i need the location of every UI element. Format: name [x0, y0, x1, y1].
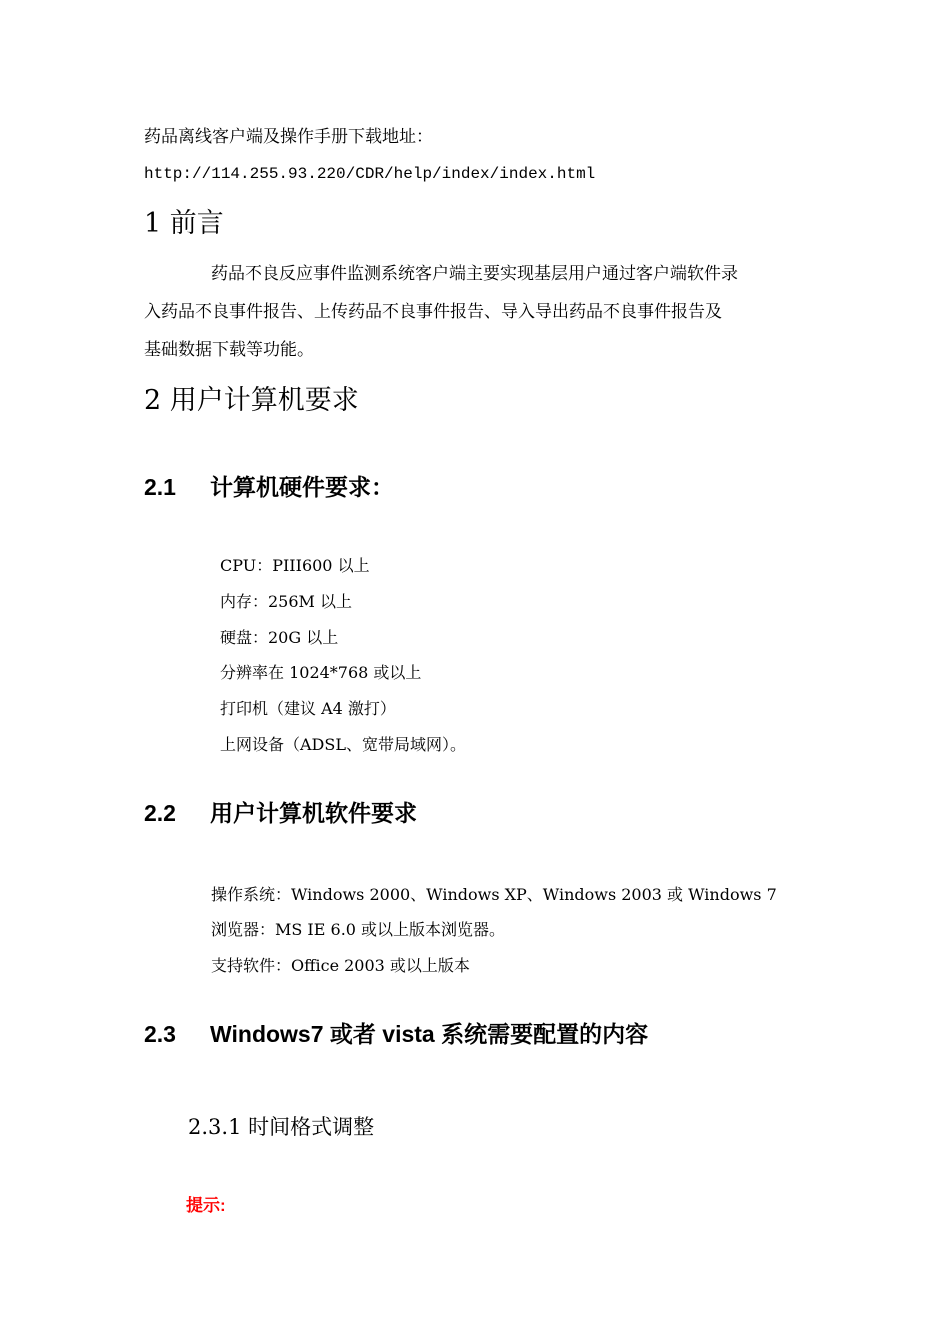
- hardware-item: 上网设备（ADSL、宽带局域网）。: [220, 735, 466, 754]
- software-item: 浏览器：MS IE 6.0 或以上版本浏览器。: [211, 920, 506, 939]
- section-1-heading: 1 前言: [144, 208, 224, 239]
- section-2-heading: 2 用户计算机要求: [144, 385, 359, 416]
- hardware-item: 硬盘：20G 以上: [220, 628, 339, 647]
- hardware-item: 内存：256M 以上: [220, 592, 353, 611]
- section-1-paragraph-line-1: 药品不良反应事件监测系统客户端主要实现基层用户通过客户端软件录: [211, 264, 738, 284]
- software-item: 支持软件：Office 2003 或以上版本: [211, 956, 470, 975]
- section-2-1-heading: [144, 476, 394, 499]
- download-label: 药品离线客户端及操作手册下载地址：: [144, 127, 433, 147]
- software-item: 操作系统：Windows 2000、Windows XP、Windows 2003 或 Windows 7: [211, 885, 777, 904]
- section-2-3-1-heading: 2.3.1 时间格式调整: [188, 1115, 375, 1139]
- section-2-2-title: 用户计算机软件要求: [210, 800, 417, 826]
- hardware-item: CPU：PIII600 以上: [220, 556, 370, 575]
- section-2-2-number: 2.2: [144, 800, 176, 826]
- tip-label: 提示:: [186, 1196, 226, 1215]
- hardware-item: 分辨率在 1024*768 或以上: [220, 663, 422, 682]
- section-2-3-heading: [144, 1023, 648, 1046]
- section-2-2-heading: [144, 802, 417, 825]
- section-2-1-title: 计算机硬件要求：: [210, 474, 394, 500]
- hardware-item: 打印机（建议 A4 激打）: [220, 699, 396, 718]
- section-2-3-title: Windows7 或者 vista 系统需要配置的内容: [210, 1021, 649, 1047]
- section-1-paragraph-line-3: 基础数据下载等功能。: [144, 340, 314, 360]
- section-2-1-number: 2.1: [144, 474, 176, 500]
- download-url-link[interactable]: http://114.255.93.220/CDR/help/index/index.html: [144, 165, 596, 183]
- section-2-3-number: 2.3: [144, 1021, 176, 1047]
- section-1-paragraph-line-2: 入药品不良事件报告、上传药品不良事件报告、导入导出药品不良事件报告及: [144, 302, 722, 322]
